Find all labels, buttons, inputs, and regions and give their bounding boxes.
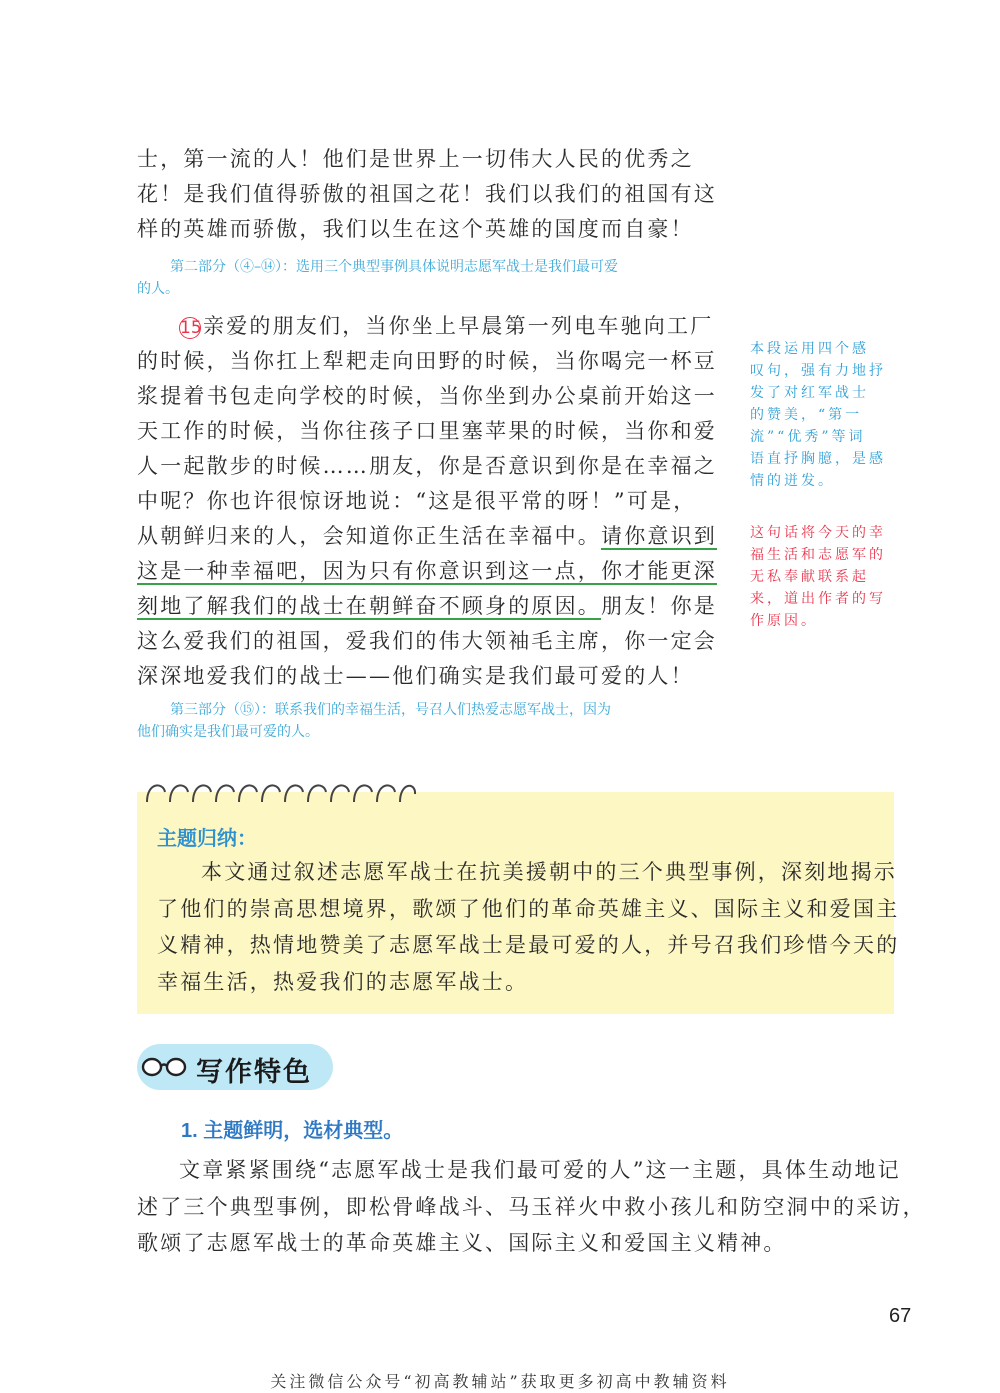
- text-line: [137, 589, 717, 624]
- text-line: 歌颂了志愿军战士的革命英雄主义、国际主义和爱国主义精神。: [137, 1231, 787, 1255]
- text-line: 述了三个典型事例，即松骨峰战斗、马玉祥火中救小孩儿和防空洞中的采访，: [137, 1194, 926, 1219]
- text-line: 这么爱我们的祖国，爱我们的伟大领袖毛主席，你一定会: [137, 629, 717, 653]
- annotation-part3-line2: 他们确实是我们最可爱的人。: [137, 724, 319, 740]
- spiral-binding-icon: [143, 776, 418, 806]
- text-span: 朋友！你是: [601, 594, 717, 618]
- text-line: 幸福生活，热爱我们的志愿军战士。: [157, 969, 529, 994]
- side-note-line: 的赞美，“第一: [750, 407, 863, 423]
- text-line: 了他们的崇高思想境界，歌颂了他们的革命英雄主义、国际主义和爱国主: [157, 896, 900, 921]
- text-line: 花！是我们值得骄傲的祖国之花！我们以我们的祖国有这: [137, 182, 717, 206]
- side-note-line: 这句话将今天的幸: [750, 525, 886, 541]
- paragraph-number-badge: 15: [180, 318, 202, 338]
- side-note-line: 语直抒胸臆，是感: [750, 451, 886, 467]
- text-line: 文章紧紧围绕“志愿军战士是我们最可爱的人”这一主题，具体生动地记: [179, 1158, 901, 1182]
- side-note-line: 流”“优秀”等词: [750, 429, 866, 445]
- text-line: [137, 309, 717, 344]
- underlined-text: 这是一种幸福吧，因为只有你意识到这一点，你才能更深: [137, 559, 717, 583]
- side-note-line: 作原因。: [750, 613, 818, 629]
- side-note-line: 本段运用四个感: [750, 341, 869, 357]
- annotation-part3-line1: 第三部分（⑮）：联系我们的幸福生活，号召人们热爱志愿军战士，因为: [170, 702, 611, 718]
- underlined-text: 请你意识到: [601, 524, 717, 548]
- side-note-line: 福生活和志愿军的: [750, 547, 886, 563]
- text-line: [137, 519, 717, 554]
- text-line: 士，第一流的人！他们是世界上一切伟大人民的优秀之: [137, 147, 694, 171]
- side-note-line: 叹句，强有力地抒: [750, 363, 886, 379]
- footer-note: 关注微信公众号“初高教辅站”获取更多初高中教辅资料: [270, 1372, 730, 1391]
- theme-paragraph: [157, 854, 899, 1000]
- annotation-part2-line2: 的人。: [137, 281, 179, 297]
- underlined-text: 刻地了解我们的战士在朝鲜奋不顾身的原因。: [137, 594, 601, 618]
- paragraph-top: [137, 142, 717, 247]
- writing-paragraph: [137, 1152, 926, 1262]
- text-line: 本文通过叙述志愿军战士在抗美援朝中的三个典型事例，深刻地揭示: [201, 860, 897, 884]
- text-line: 天工作的时候，当你往孩子口里塞苹果的时候，当你和爱: [137, 419, 717, 443]
- text-line: 浆提着书包走向学校的时候，当你坐到办公桌前开始这一: [137, 384, 717, 408]
- side-note-1: [750, 338, 886, 492]
- text-line: 深深地爱我们的战士——他们确实是我们最可爱的人！: [137, 664, 694, 688]
- side-note-line: 来，道出作者的写: [750, 591, 886, 607]
- text-line: [137, 554, 717, 589]
- side-note-line: 情的迸发。: [750, 473, 835, 489]
- side-note-line: 无私奉献联系起: [750, 569, 869, 585]
- paragraph-15: [137, 309, 717, 694]
- text-span: 从朝鲜归来的人，会知道你正生活在幸福中。: [137, 524, 601, 548]
- section-title: 写作特色: [196, 1057, 312, 1087]
- annotation-part2-line1: 第二部分（④–⑭）：选用三个典型事例具体说明志愿军战士是我们最可爱: [170, 259, 618, 275]
- text-span: 亲爱的朋友们，当你坐上早晨第一列电车驰向工厂: [203, 314, 714, 338]
- theme-title: 主题归纳：: [157, 828, 257, 850]
- text-line: 人一起散步的时候……朋友，你是否意识到你是在幸福之: [137, 454, 717, 478]
- glasses-icon: [141, 1055, 187, 1079]
- text-line: 中呢？你也许很惊讶地说：“这是很平常的呀！”可是，: [137, 489, 697, 513]
- page-number: 67: [889, 1305, 912, 1327]
- text-line: 的时候，当你扛上犁耙走向田野的时候，当你喝完一杯豆: [137, 349, 717, 373]
- side-note-line: 发了对红军战士: [750, 385, 869, 401]
- text-line: 义精神，热情地赞美了志愿军战士是最可爱的人，并号召我们珍惜今天的: [157, 933, 900, 957]
- side-note-2: [750, 522, 886, 632]
- subsection-title: 1. 主题鲜明，选材典型。: [181, 1120, 404, 1142]
- text-line: 样的英雄而骄傲，我们以生在这个英雄的国度而自豪！: [137, 217, 694, 241]
